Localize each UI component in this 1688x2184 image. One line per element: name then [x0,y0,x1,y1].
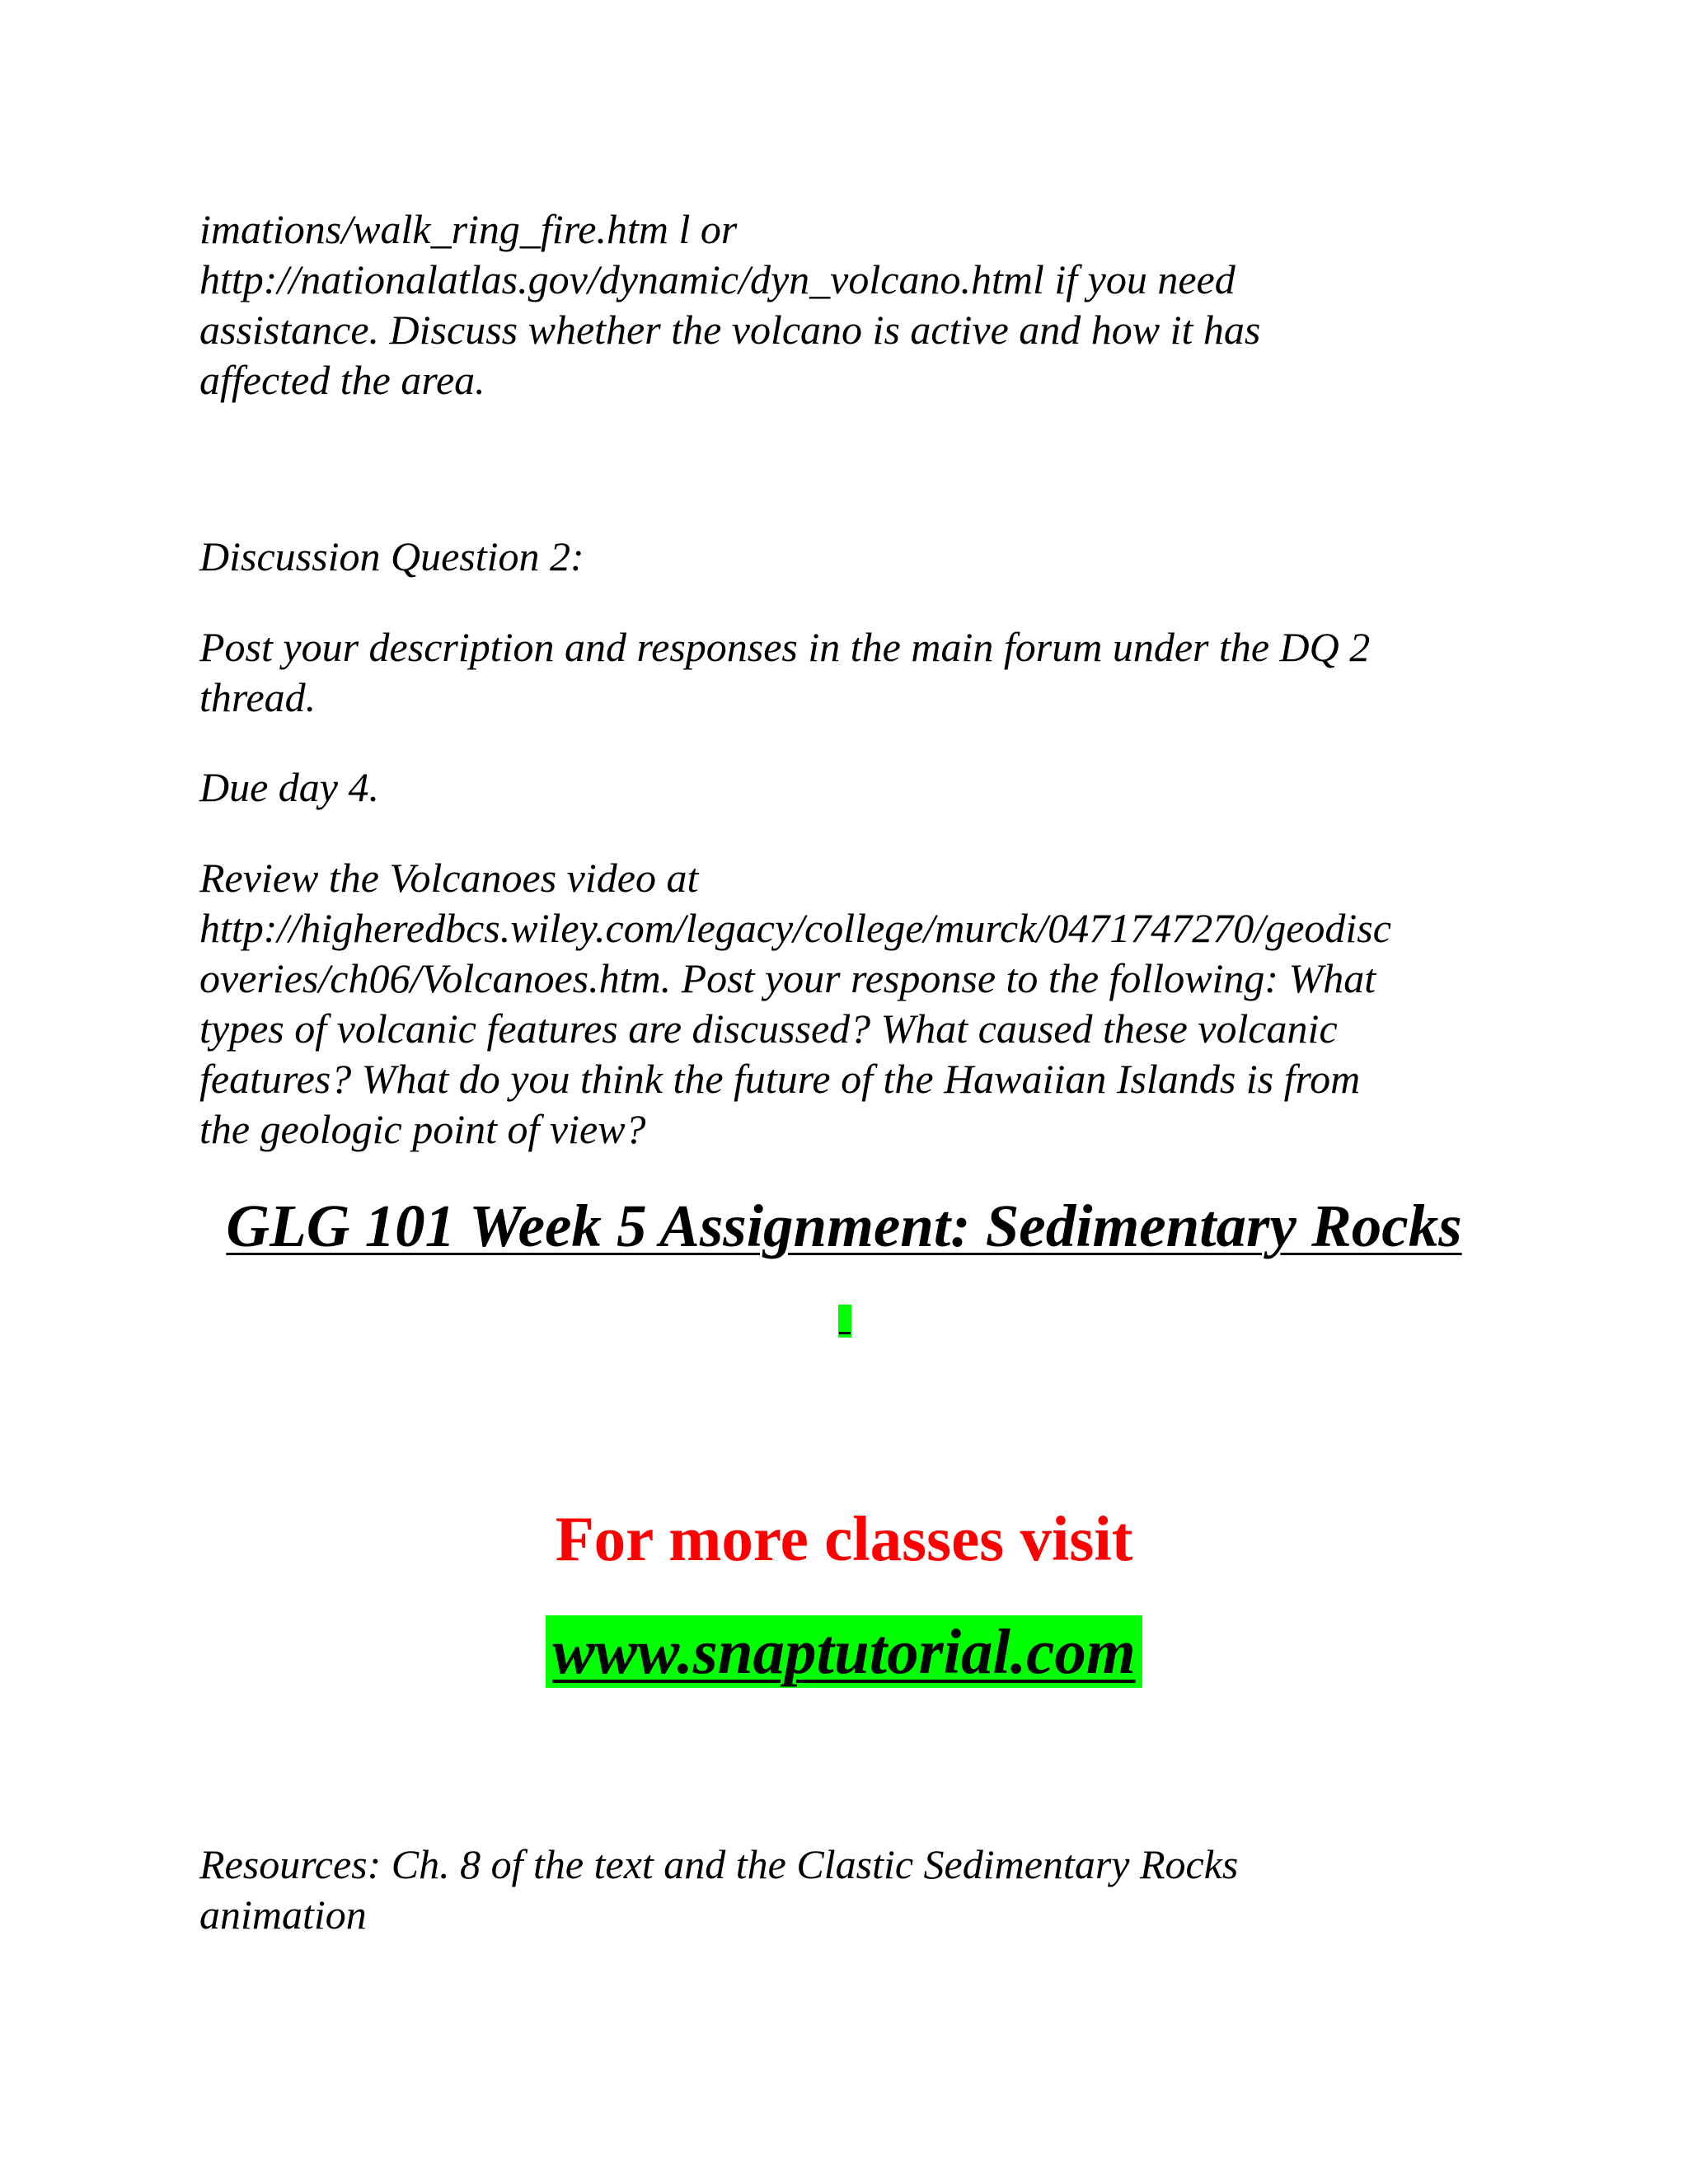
intro-line: assistance. Discuss whether the volcano is active and how it has [199,307,1261,353]
review-line: the geologic point of view? [199,1106,646,1152]
intro-line: imations/walk_ring_fire.htm l or [199,206,738,252]
dq2-instruction-line: thread. [199,674,316,720]
intro-paragraph [199,204,1551,405]
highlight-marker [838,1305,851,1338]
review-line: http://higheredbcs.wiley.com/legacy/college/murck/0471747270/geodisc [199,905,1391,951]
resources-paragraph [199,1840,1551,1940]
dq2-instruction-line: Post your description and responses in the main forum under the DQ 2 [199,624,1371,670]
review-line: Review the Volcanoes video at [199,855,699,901]
promo-text: For more classes visit [555,1503,1133,1574]
due-date: Due day 4. [199,764,379,810]
resources-line: Resources: Ch. 8 of the text and the Clastic Sedimentary Rocks [199,1841,1239,1887]
review-paragraph [199,853,1551,1155]
promo-url-wrapper [0,1615,1688,1688]
review-line: overies/ch06/Volcanoes.htm. Post your response to the following: What [199,955,1376,1001]
dq2-instructions [199,622,1551,723]
assignment-heading[interactable] [0,1189,1688,1263]
resources-line: animation [199,1891,367,1938]
promo-url-link[interactable]: www.snaptutorial.com [546,1615,1142,1688]
intro-line: affected the area. [199,357,485,403]
intro-line: http://nationalatlas.gov/dynamic/dyn_volcano.html if you need [199,256,1236,302]
review-line: features? What do you think the future of the Hawaiian Islands is from [199,1056,1361,1102]
assignment-heading-link[interactable]: GLG 101 Week 5 Assignment: Sedimentary Rocks [226,1193,1462,1259]
dq2-title: Discussion Question 2: [199,533,584,579]
review-line: types of volcanic features are discussed? What caused these volcanic [199,1005,1338,1052]
